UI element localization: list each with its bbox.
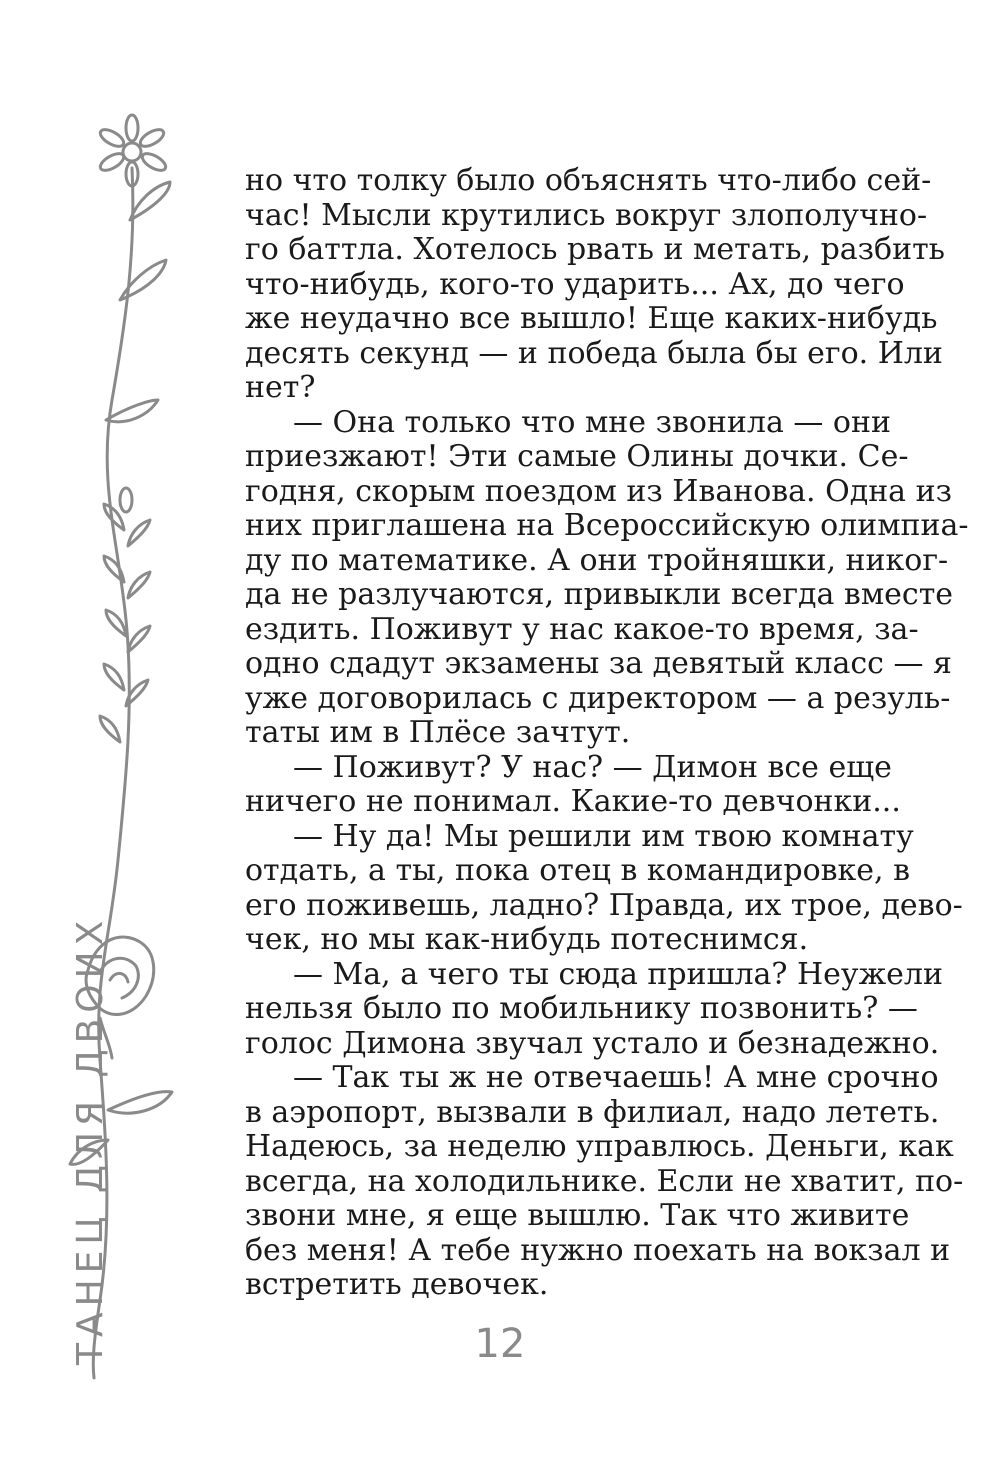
text-line: отдать, а ты, пока отец в командировке, в (245, 853, 910, 888)
text-line: — Поживут? У нас? — Димон все еще (293, 749, 892, 785)
text-line: всегда, на холодильнике. Если не хватит, по- (245, 1163, 964, 1199)
text-line: ду по математике. А они тройняшки, никог- (245, 542, 949, 578)
text-line: нет? (245, 370, 316, 405)
text-line: без меня! А тебе нужно поехать на вокзал и (245, 1232, 951, 1268)
text-line: — Ну да! Мы решили им твою комнату (293, 818, 914, 854)
text-line: Надеюсь, за неделю управлюсь. Деньги, как (245, 1129, 954, 1164)
text-line: но что толку было объяснять что-либо сей- (245, 163, 932, 198)
text-line: — Ма, а чего ты сюда пришла? Неужели (293, 956, 943, 992)
text-line: чек, но мы как-нибудь потеснимся. (245, 922, 809, 957)
text-line: что-нибудь, кого-то ударить... Ах, до чего (245, 266, 905, 302)
text-line: них приглашена на Всероссийскую олимпиа- (245, 508, 969, 543)
text-line: звони мне, я еще вышлю. Так что живите (245, 1198, 910, 1233)
text-line: — Она только что мне звонила — они (293, 404, 891, 440)
text-line: — Так ты ж не отвечаешь! А мне срочно (293, 1060, 939, 1095)
text-line: уже договорилась с директором — а резуль- (245, 680, 951, 716)
text-line: час! Мысли крутились вокруг злополучно- (245, 197, 928, 233)
text-line: же неудачно все вышло! Еще каких-нибудь (245, 301, 938, 336)
text-line: го баттла. Хотелось рвать и метать, разбить (245, 232, 946, 267)
text-line: голос Димона звучал устало и безнадежно. (245, 1025, 940, 1061)
text-line: десять секунд — и победа была бы его. Или (245, 335, 943, 371)
text-line: его поживешь, ладно? Правда, их трое, дево- (245, 887, 963, 923)
series-title: ТАНЕЦ ДЛЯ ДВОИХ (70, 914, 111, 1365)
book-page-body (245, 163, 969, 1303)
text-line: ничего не понимал. Какие-то девчонки... (245, 784, 901, 819)
text-line: одно сдадут экзамены за девятый класс — я (245, 646, 952, 681)
text-line: таты им в Плёсе зачтут. (245, 715, 631, 750)
text-line: встретить девочек. (245, 1267, 549, 1302)
text-line: годня, скорым поездом из Иванова. Одна из (245, 473, 952, 509)
page-number: 12 (474, 1321, 526, 1367)
text-line: нельзя было по мобильнику позвонить? — (245, 991, 918, 1026)
text-line: приезжают! Эти самые Олины дочки. Се- (245, 439, 909, 474)
text-line: ездить. Поживут у нас какое-то время, за- (245, 611, 919, 647)
text-line: да не разлучаются, привыкли всегда вместе (245, 577, 954, 612)
text-line: в аэропорт, вызвали в филиал, надо лететь. (245, 1094, 940, 1130)
